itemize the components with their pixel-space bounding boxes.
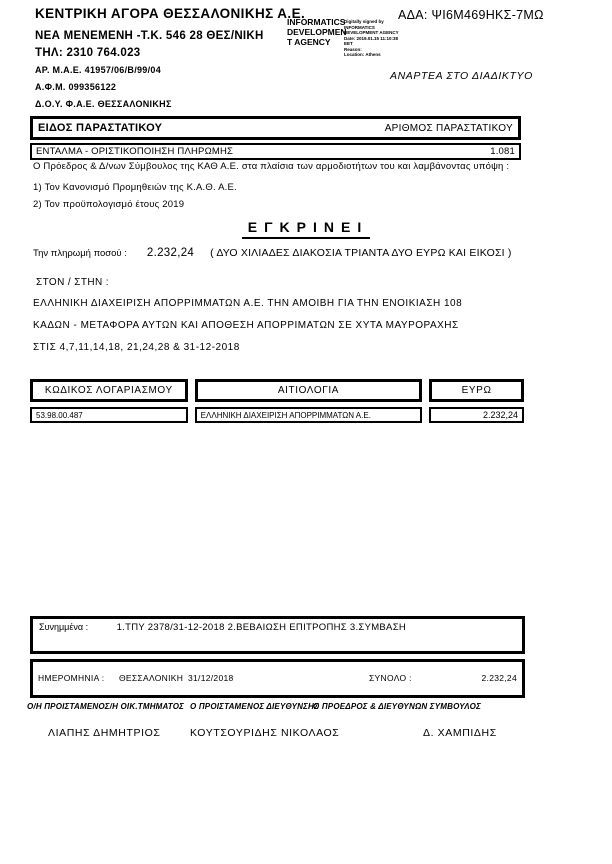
company-registry-number: ΑΡ. Μ.Α.Ε. 41957/06/Β/99/04 <box>35 65 162 75</box>
signature-detail-line: EET <box>344 41 353 46</box>
company-tax-office: Δ.Ο.Υ. Φ.Α.Ε. ΘΕΣΣΑΛΟΝΙΚΗΣ <box>35 99 172 109</box>
beneficiary-line: ΣΤΙΣ 4,7,11,14,18, 21,24,28 & 31-12-2018 <box>33 342 240 353</box>
company-phone: ΤΗΛ: 2310 764.023 <box>35 47 141 59</box>
signature-detail-line: DEVELOPMENT AGENCY <box>344 30 399 35</box>
attachments-box <box>30 616 525 654</box>
signature-title: Ο ΠΡΟΕΔΡΟΣ & ΔΙΕΥΘΥΝΩΝ ΣΥΜΒΟΥΛΟΣ <box>313 702 481 711</box>
date-value: 31/12/2018 <box>188 673 234 683</box>
signature-detail-line: Reason: <box>344 46 362 52</box>
date-label: ΗΜΕΡΟΜΗΝΙΑ : <box>38 673 105 683</box>
payment-line <box>33 247 512 259</box>
reason-cell: ΕΛΛΗΝΙΚΗ ΔΙΑΧΕΙΡΙΣΗ ΑΠΟΡΡΙΜΜΑΤΩΝ Α.Ε. <box>195 407 423 423</box>
payment-amount-in-words: ( ΔΥΟ ΧΙΛΙΑΔΕΣ ΔΙΑΚΟΣΙΑ ΤΡΙΑΝΤΑ ΔΥΟ ΕΥΡΩ ΚΑΙ ΕΙΚΟΣΙ ) <box>210 247 512 259</box>
signature-detail-line: INFORMATICS <box>344 24 375 30</box>
amount-cell: 2.232,24 <box>429 407 524 423</box>
anartea-note: ΑΝΑΡΤΕΑ ΣΤΟ ΔΙΑΔΙΚΤΥΟ <box>390 70 533 82</box>
signature-name: ΚΟΥΤΣΟΥΡΙΔΗΣ ΝΙΚΟΛΑΟΣ <box>190 727 340 739</box>
total-value: 2.232,24 <box>481 673 517 683</box>
doc-type-value: ΕΝΤΑΛΜΑ - ΟΡΙΣΤΙΚΟΠΟΙΗΣΗ ΠΛΗΡΩΜΗΣ <box>36 146 234 157</box>
company-address: ΝΕΑ ΜΕΝΕΜΕΝΗ -Τ.Κ. 546 28 ΘΕΣ/ΝΙΚΗ <box>35 30 264 42</box>
total-label: ΣΥΝΟΛΟ : <box>369 673 412 683</box>
signature-detail-line: Digitally signed by <box>344 19 384 24</box>
consideration-item: 2) Τον προϋπολογισμό έτους 2019 <box>33 199 185 210</box>
document-type-value-row <box>30 143 521 160</box>
beneficiary-line: ΚΑΔΩΝ - ΜΕΤΑΦΟΡΑ ΑΥΤΩΝ ΚΑΙ ΑΠΟΘΕΣΗ ΑΠΟΡΡΙΜΑΤΩΝ ΣΕ ΧΥΤΑ ΜΑΥΡΟΡΑΧΗΣ <box>33 320 459 331</box>
signature-name: ΛΙΑΠΗΣ ΔΗΜΗΤΡΙΟΣ <box>48 727 161 739</box>
agency-name-line: T AGENCY <box>287 37 331 47</box>
document-type-header-row <box>30 116 521 140</box>
reason-header: ΑΙΤΙΟΛΟΓΙΑ <box>195 379 423 402</box>
digital-signature-details <box>344 19 399 58</box>
account-code-cell: 53.98.00.487 <box>30 407 188 423</box>
approve-heading-wrap <box>0 219 612 237</box>
beneficiary-line: ΕΛΛΗΝΙΚΗ ΔΙΑΧΕΙΡΙΣΗ ΑΠΟΡΡΙΜΜΑΤΩΝ Α.Ε. ΤΗΝ ΑΜΟΙΒΗ ΓΙΑ ΤΗΝ ΕΝΟΙΚΙΑΣΗ 108 <box>33 298 463 309</box>
date-total-box <box>30 659 525 698</box>
intro-paragraph: Ο Πρόεδρος & Δ/νων Σύμβουλος της ΚΑΘ Α.Ε. στα πλαίσια των αρμοδιοτήτων του και λαμβάνοντας υπόψη : <box>33 161 510 172</box>
account-table-header-row <box>30 379 524 402</box>
company-vat-number: Α.Φ.Μ. 099356122 <box>35 82 117 92</box>
company-name: ΚΕΝΤΡΙΚΗ ΑΓΟΡΑ ΘΕΣΣΑΛΟΝΙΚΗΣ Α.Ε. <box>35 6 306 21</box>
doc-type-header: ΕΙΔΟΣ ΠΑΡΑΣΤΑΤΙΚΟΥ <box>38 122 163 134</box>
payment-label: Την πληρωμή ποσού : <box>33 248 127 259</box>
consideration-item: 1) Τον Κανονισμό Προμηθειών της Κ.Α.Θ. Α.Ε. <box>33 182 237 193</box>
signature-title: Ο ΠΡΟΙΣΤΑΜΕΝΟΣ ΔΙΕΥΘΥΝΣΗΣ <box>190 702 319 711</box>
agency-name-line: DEVELOPMEN <box>287 27 347 37</box>
digital-signature-agency <box>287 17 347 47</box>
euro-header: ΕΥΡΩ <box>429 379 524 402</box>
attachments-label: Συνημμένα : <box>39 622 89 632</box>
approve-heading: ΕΓΚΡΙΝΕΙ <box>242 219 370 239</box>
agency-name-line: INFORMATICS <box>287 17 346 27</box>
document-type-table <box>30 116 521 160</box>
attachments-value: 1.ΤΠΥ 2378/31-12-2018 2.ΒΕΒΑΙΩΣΗ ΕΠΙΤΡΟΠΗΣ 3.ΣΥΜΒΑΣΗ <box>116 622 407 633</box>
account-code-header: ΚΩΔΙΚΟΣ ΛΟΓΑΡΙΑΣΜΟΥ <box>30 379 188 402</box>
signature-detail-line: Location: Athens <box>344 52 381 57</box>
signature-name: Δ. ΧΑΜΠΙΔΗΣ <box>423 727 497 739</box>
doc-number-value: 1.081 <box>490 146 515 157</box>
account-table-row <box>30 407 524 423</box>
signature-title: Ο/Η ΠΡΟΙΣΤΑΜΕΝΟΣ/Η ΟΙΚ.ΤΜΗΜΑΤΟΣ <box>27 702 185 711</box>
doc-number-header: ΑΡΙΘΜΟΣ ΠΑΡΑΣΤΑΤΙΚΟΥ <box>384 122 513 134</box>
beneficiary-label: ΣΤΟΝ / ΣΤΗΝ : <box>36 277 109 288</box>
signature-detail-line: Date: 2019.01.15 11:10:38 <box>344 35 399 41</box>
payment-amount: 2.232,24 <box>146 247 195 259</box>
ada-code: ΑΔΑ: ΨΙ6Μ469ΗΚΣ-7ΜΩ <box>398 8 544 22</box>
account-table <box>30 379 524 423</box>
city-value: ΘΕΣΣΑΛΟΝΙΚΗ <box>119 673 184 683</box>
